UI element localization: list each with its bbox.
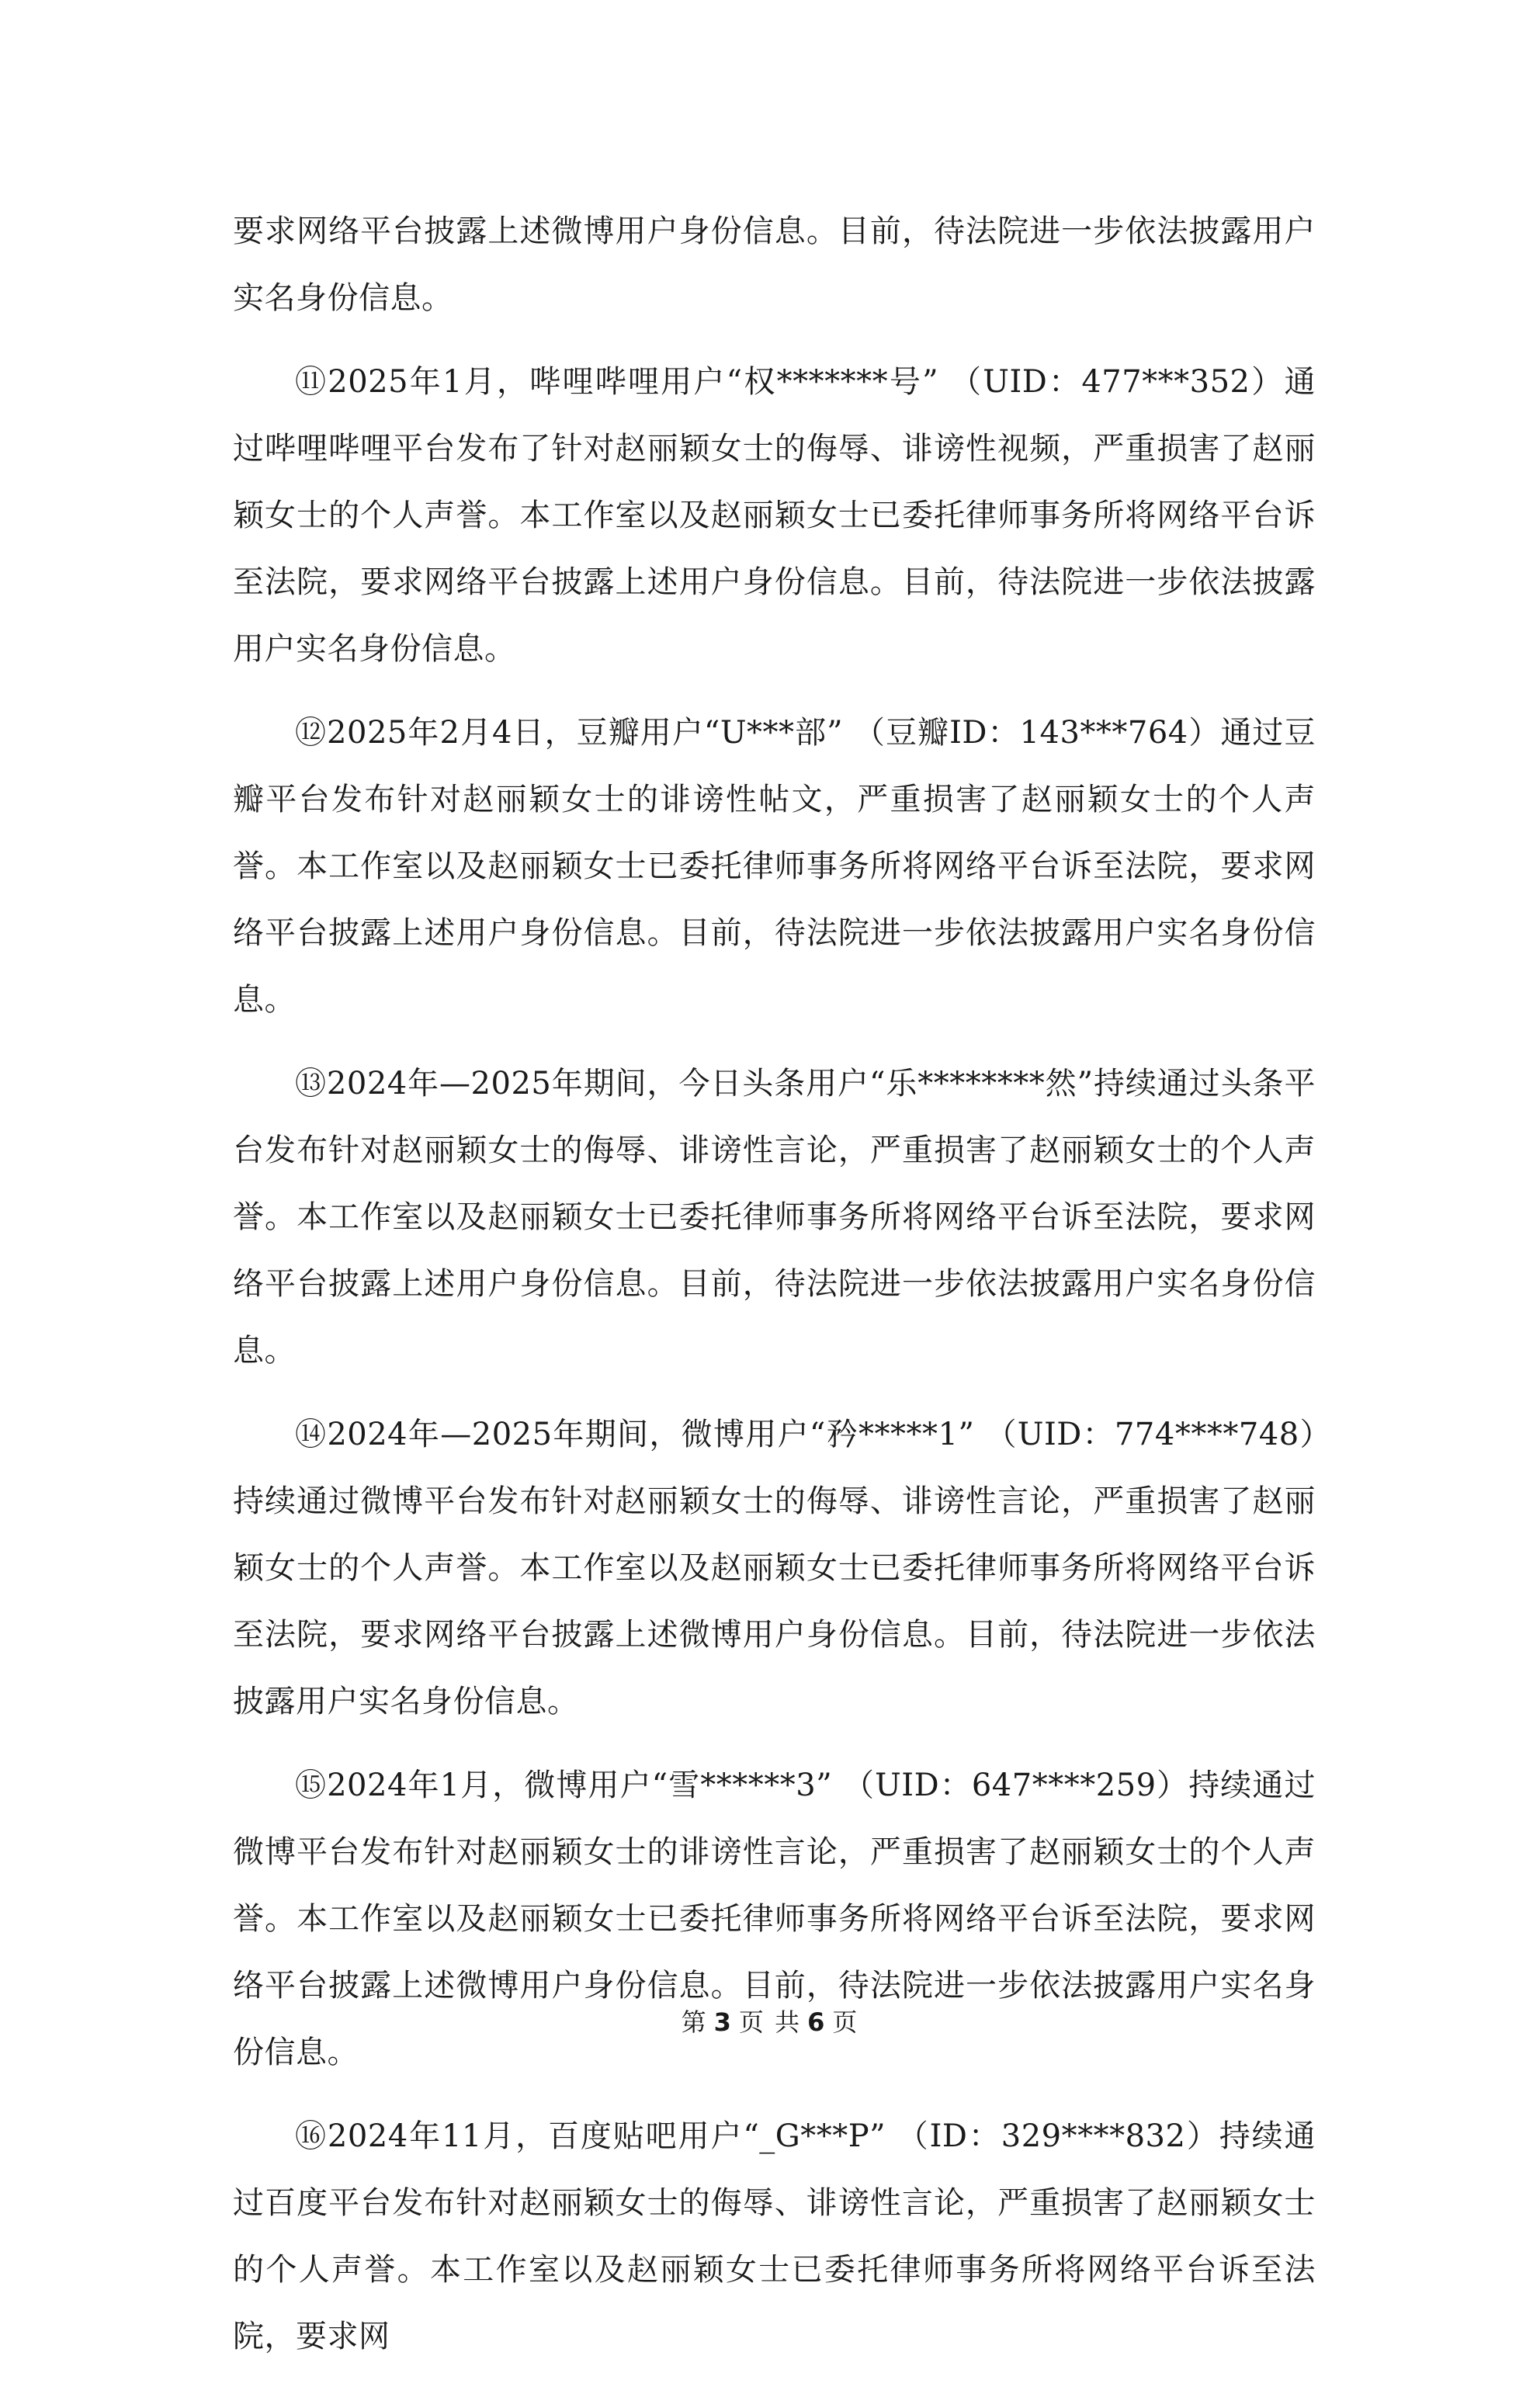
paragraph-item-16: ⑯2024年11月，百度贴吧用户“_G***P” （ID：329****832）持续通过百度平台发布针对赵丽颖女士的侮辱、诽谤性言论，严重损害了赵丽颖女士的个人声誉。本工作室以及赵丽颖女士已委托律师事务所将网络平台诉至法院，要求网 <box>233 2118 1316 2354</box>
paragraph-continuation: 要求网络平台披露上述微博用户身份信息。目前，待法院进一步依法披露用户实名身份信息。 <box>233 213 1316 316</box>
document-body <box>233 198 1316 2387</box>
footer-middle: 页 共 <box>738 2007 802 2037</box>
current-page-number: 3 <box>713 2007 733 2037</box>
paragraph-item-15: ⑮2024年1月，微博用户“雪******3” （UID：647****259）持续通过微博平台发布针对赵丽颖女士的诽谤性言论，严重损害了赵丽颖女士的个人声誉。本工作室以及赵丽颖女士已委托律师事务所将网络平台诉至法院，要求网络平台披露上述微博用户身份信息。目前，待法院进一步依法披露用户实名身份信息。 <box>233 1768 1316 2070</box>
footer-prefix: 第 <box>681 2007 708 2037</box>
paragraph-item-12: ⑫2025年2月4日，豆瓣用户“U***部” （豆瓣ID：143***764）通过豆瓣平台发布针对赵丽颖女士的诽谤性帖文，严重损害了赵丽颖女士的个人声誉。本工作室以及赵丽颖女士已委托律师事务所将网络平台诉至法院，要求网络平台披露上述用户身份信息。目前，待法院进一步依法披露用户实名身份信息。 <box>233 715 1316 1018</box>
total-page-number: 6 <box>807 2007 827 2037</box>
page-footer <box>0 2007 1540 2038</box>
footer-suffix: 页 <box>832 2007 859 2037</box>
paragraph-item-13: ⑬2024年—2025年期间，今日头条用户“乐********然”持续通过头条平台发布针对赵丽颖女士的侮辱、诽谤性言论，严重损害了赵丽颖女士的个人声誉。本工作室以及赵丽颖女士已委托律师事务所将网络平台诉至法院，要求网络平台披露上述用户身份信息。目前，待法院进一步依法披露用户实名身份信息。 <box>233 1066 1316 1369</box>
paragraph-item-14: ⑭2024年—2025年期间，微博用户“矜*****1” （UID：774****748）持续通过微博平台发布针对赵丽颖女士的侮辱、诽谤性言论，严重损害了赵丽颖女士的个人声誉。本工作室以及赵丽颖女士已委托律师事务所将网络平台诉至法院，要求网络平台披露上述微博用户身份信息。目前，待法院进一步依法披露用户实名身份信息。 <box>233 1417 1316 1719</box>
paragraph-item-11: ⑪2025年1月，哔哩哔哩用户“权*******号” （UID：477***352）通过哔哩哔哩平台发布了针对赵丽颖女士的侮辱、诽谤性视频，严重损害了赵丽颖女士的个人声誉。本工作室以及赵丽颖女士已委托律师事务所将网络平台诉至法院，要求网络平台披露上述用户身份信息。目前，待法院进一步依法披露用户实名身份信息。 <box>233 364 1316 667</box>
